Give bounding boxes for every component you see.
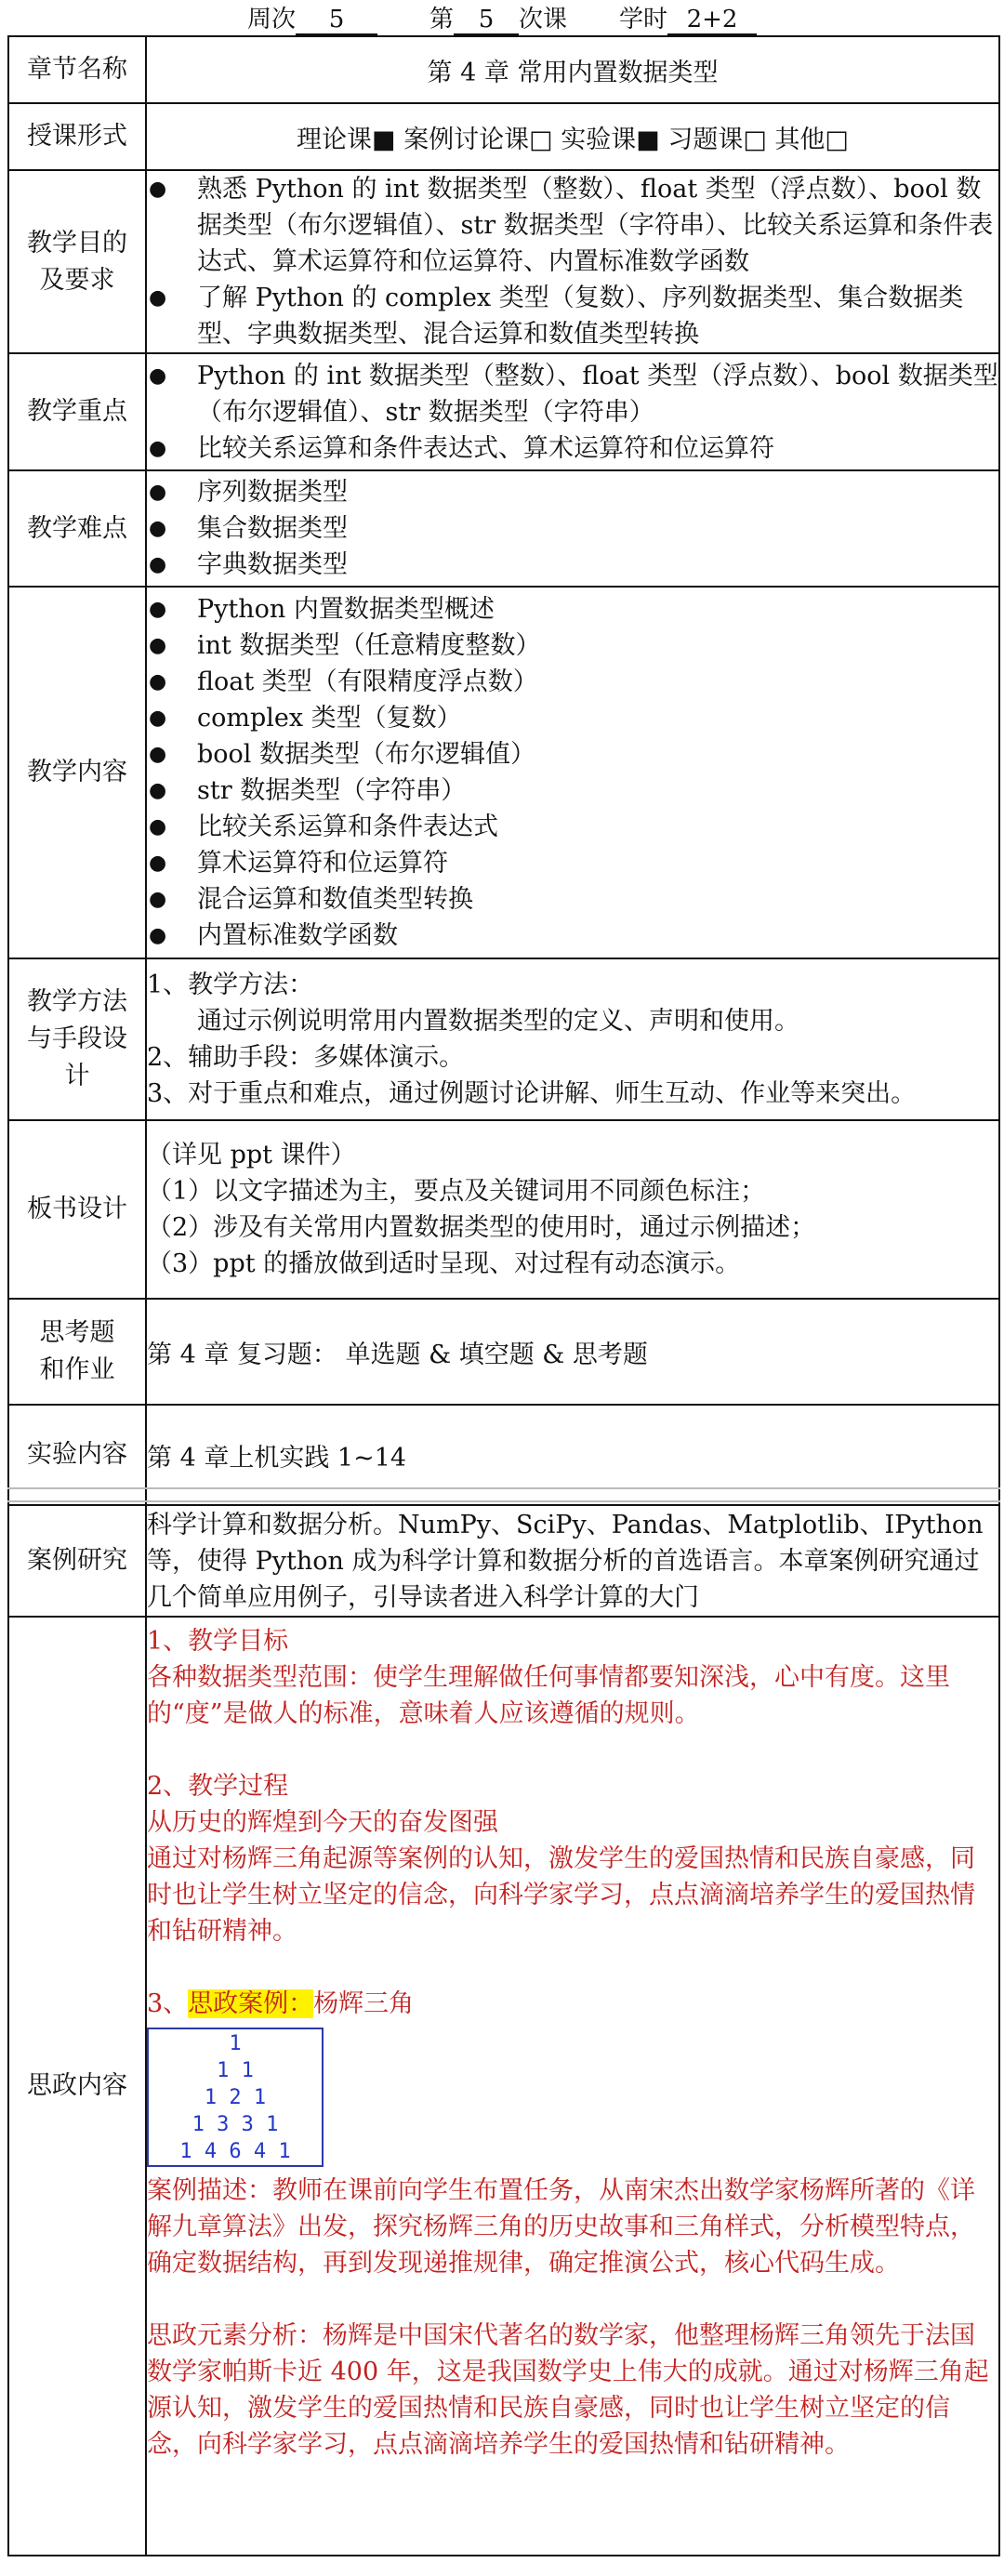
content-label: 教学内容 — [8, 587, 146, 958]
lesson-plan-table — [7, 35, 1000, 1506]
content-item-7: 比较关系运算和条件表达式 — [197, 812, 498, 841]
difficulties-row — [8, 470, 999, 587]
list-item — [147, 547, 998, 583]
process-text: 通过对杨辉三角起源等案例的认知，激发学生的爱国热情和民族自豪感，同时也让学生树立坚定的信念，向科学家学习，点点滴滴培养学生的爱国热情和钻研精神。 — [147, 1844, 975, 1946]
list-item — [147, 591, 998, 627]
ideology-row — [8, 1617, 999, 2556]
case-study-text: 科学计算和数据分析。NumPy、SciPy、Pandas、Matplotlib、IPython 等，使得 Python 成为科学计算和数据分析的首选语言。本章案例研究通过几个简单应用例子，引导读者进入科学计算的大门 — [146, 1505, 999, 1617]
methods-line-3: 2、辅助手段：多媒体演示。 — [147, 1043, 465, 1072]
difficulties-label: 教学难点 — [8, 470, 146, 587]
methods-row — [8, 958, 999, 1120]
goals-label-line-1: 教学目的 — [27, 228, 127, 258]
case-heading-highlight: 思政案例： — [188, 1989, 314, 2018]
list-item — [147, 627, 998, 664]
goals-row — [8, 170, 999, 353]
case-heading — [147, 1986, 998, 2022]
bullet-icon: ● — [149, 815, 167, 839]
goal-heading: 1、教学目标 — [147, 1627, 289, 1656]
chapter-row — [8, 36, 999, 103]
list-item — [147, 736, 998, 773]
list-item — [147, 510, 998, 547]
hours-value: 2+2 — [667, 6, 757, 35]
list-item — [147, 474, 998, 510]
homework-label-line-2: 和作业 — [39, 1355, 115, 1384]
bullet-icon: ● — [149, 286, 167, 310]
content-item-2: int 数据类型（任意精度整数） — [197, 631, 541, 660]
bullet-icon: ● — [149, 178, 167, 201]
bullet-icon: ● — [149, 924, 167, 947]
bullet-icon: ● — [149, 743, 167, 766]
key-points-content — [146, 353, 999, 470]
bullet-icon: ● — [149, 436, 167, 460]
difficulties-content — [146, 470, 999, 587]
content-item-6: str 数据类型（字符串） — [197, 776, 467, 805]
goals-item-2: 了解 Python 的 complex 类型（复数）、序列数据类型、集合数据类型、字典数据类型、混合运算和数值类型转换 — [197, 284, 964, 349]
case-study-row — [8, 1505, 999, 1617]
chapter-label: 章节名称 — [8, 36, 146, 103]
spacer — [147, 1949, 998, 1986]
process-heading: 2、教学过程 — [147, 1772, 289, 1801]
homework-label-line-1: 思考题 — [39, 1318, 115, 1347]
key-point-1: Python 的 int 数据类型（整数）、float 类型（浮点数）、bool 数据类型（布尔逻辑值）、str 数据类型（字符串） — [197, 361, 998, 427]
format-row — [8, 103, 999, 170]
ideology-content — [146, 1617, 999, 2556]
content-item-3: float 类型（有限精度浮点数） — [197, 667, 538, 696]
chapter-value: 第 4 章 常用内置数据类型 — [146, 36, 999, 103]
bullet-icon: ● — [149, 852, 167, 875]
bullet-icon: ● — [149, 707, 167, 730]
triangle-row-2: 1 1 — [217, 2058, 254, 2082]
board-line-2: （1）以文字描述为主，要点及关键词用不同颜色标注； — [147, 1177, 766, 1206]
triangle-row-5: 1 4 6 4 1 — [179, 2139, 291, 2163]
lesson-field — [429, 0, 567, 35]
triangle-row-3: 1 2 1 — [204, 2085, 267, 2109]
lesson-value: 5 — [454, 6, 519, 35]
week-label: 周次 — [246, 6, 296, 33]
methods-content — [146, 958, 999, 1120]
board-line-1: （详见 ppt 课件） — [147, 1141, 356, 1169]
goals-label — [8, 170, 146, 353]
goals-content — [146, 170, 999, 353]
content-item-9: 混合运算和数值类型转换 — [197, 885, 473, 914]
list-item — [147, 664, 998, 700]
spacer — [147, 2281, 998, 2318]
list-item — [147, 700, 998, 736]
goal-text: 各种数据类型范围：使学生理解做任何事情都要知深浅，心中有度。这里的“度”是做人的标准，意味着人应该遵循的规则。 — [147, 1663, 950, 1728]
difficulty-1: 序列数据类型 — [197, 478, 348, 507]
board-row — [8, 1120, 999, 1299]
key-points-label: 教学重点 — [8, 353, 146, 470]
bullet-icon: ● — [149, 363, 167, 388]
case-heading-number: 3、 — [147, 1989, 189, 2018]
list-item — [147, 280, 998, 352]
methods-label-line-1: 教学方法 — [27, 987, 127, 1016]
process-subtitle: 从历史的辉煌到今天的奋发图强 — [147, 1808, 498, 1837]
list-item — [147, 881, 998, 918]
methods-label-line-2: 与手段设 — [27, 1024, 127, 1053]
case-description: 案例描述：教师在课前向学生布置任务，从南宋杰出数学家杨辉所著的《详解九章算法》出发，探究杨辉三角的历史故事和三角样式，分析模型特点，确定数据结构，再到发现递推规律，确定推演公式，核心代码生成。 — [147, 2176, 975, 2278]
homework-value: 第 4 章 复习题： 单选题 & 填空题 & 思考题 — [146, 1299, 999, 1405]
week-value: 5 — [296, 6, 377, 35]
bullet-icon: ● — [149, 634, 167, 657]
methods-line-4: 3、对于重点和难点，通过例题讨论讲解、师生互动、作业等来突出。 — [147, 1079, 917, 1108]
bullet-icon: ● — [149, 598, 167, 621]
page-header — [0, 0, 1004, 35]
ideology-label: 思政内容 — [8, 1617, 146, 2556]
list-item — [147, 918, 998, 954]
methods-line-1: 1、教学方法： — [147, 971, 314, 999]
list-item — [147, 430, 998, 467]
board-line-3: （2）涉及有关常用内置数据类型的使用时，通过示例描述； — [147, 1213, 816, 1242]
page-break — [7, 1487, 1000, 1502]
bullet-icon: ● — [149, 553, 167, 576]
triangle-row-4: 1 3 3 1 — [192, 2112, 279, 2136]
key-points-row — [8, 353, 999, 470]
bullet-icon: ● — [149, 779, 167, 802]
lesson-suffix: 次课 — [519, 6, 568, 33]
methods-label — [8, 958, 146, 1120]
week-field — [247, 0, 377, 35]
bullet-icon: ● — [149, 888, 167, 911]
board-content — [146, 1120, 999, 1299]
homework-label — [8, 1299, 146, 1405]
content-item-4: complex 类型（复数） — [197, 704, 462, 733]
ideology-analysis: 思政元素分析：杨辉是中国宋代著名的数学家，他整理杨辉三角领先于法国数学家帕斯卡近 400 年，这是我国数学史上伟大的成就。通过对杨辉三角起源认知，激发学生的爱国热情和民族自豪感，同时也让学生树立坚定的信念，向科学家学习，点点滴滴培养学生的爱国热情和钻研精神。 — [147, 2321, 989, 2459]
list-item — [147, 773, 998, 809]
content-row — [8, 587, 999, 958]
format-label: 授课形式 — [8, 103, 146, 170]
bullet-icon: ● — [149, 670, 167, 694]
goals-item-1: 熟悉 Python 的 int 数据类型（整数）、float 类型（浮点数）、bool 数据类型（布尔逻辑值）、str 数据类型（字符串）、比较关系运算和条件表达式、算术运算符和位运算符、内置标准数学函数 — [197, 175, 994, 276]
board-label: 板书设计 — [8, 1120, 146, 1299]
list-item — [147, 171, 998, 280]
bullet-icon: ● — [149, 481, 167, 504]
bullet-icon: ● — [149, 517, 167, 540]
hours-field — [619, 0, 757, 35]
content-item-5: bool 数据类型（布尔逻辑值） — [197, 740, 536, 769]
format-value: 理论课■ 案例讨论课□ 实验课■ 习题课□ 其他□ — [146, 103, 999, 170]
list-item — [147, 809, 998, 845]
spacer — [147, 1732, 998, 1768]
list-item — [147, 358, 998, 430]
content-item-1: Python 内置数据类型概述 — [197, 595, 495, 624]
goals-label-line-2: 及要求 — [39, 265, 115, 295]
content-item-10: 内置标准数学函数 — [197, 921, 398, 950]
ideology-table — [7, 1504, 1000, 2556]
difficulty-2: 集合数据类型 — [197, 514, 348, 543]
yang-hui-triangle-image — [147, 2028, 324, 2167]
difficulty-3: 字典数据类型 — [197, 550, 348, 579]
hours-label: 学时 — [619, 6, 668, 33]
homework-row — [8, 1299, 999, 1405]
methods-label-line-3: 计 — [64, 1062, 90, 1090]
methods-line-2: 通过示例说明常用内置数据类型的定义、声明和使用。 — [197, 1007, 799, 1036]
case-heading-title: 杨辉三角 — [313, 1989, 415, 2018]
case-study-label: 案例研究 — [8, 1505, 146, 1617]
lab-label: 实验内容 — [8, 1405, 146, 1505]
content-list — [146, 587, 999, 958]
lab-value: 第 4 章上机实践 1~14 — [146, 1405, 999, 1505]
triangle-row-1: 1 — [229, 2031, 242, 2055]
lesson-prefix: 第 — [429, 6, 454, 33]
board-line-4: （3）ppt 的播放做到适时呈现、对过程有动态演示。 — [147, 1249, 741, 1278]
list-item — [147, 845, 998, 881]
key-point-2: 比较关系运算和条件表达式、算术运算符和位运算符 — [197, 433, 774, 463]
content-item-8: 算术运算符和位运算符 — [197, 849, 448, 878]
